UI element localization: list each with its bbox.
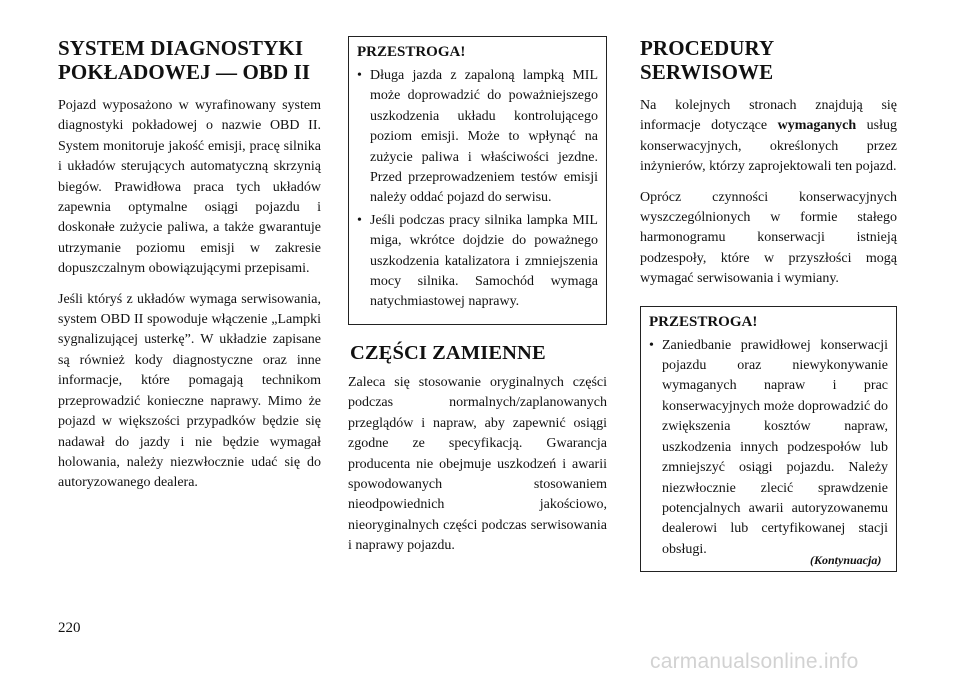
service-title-line1: PROCEDURY — [640, 36, 775, 60]
warning-title: PRZESTROGA! — [649, 313, 758, 330]
warning-item: • Długa jazda z zapaloną lampką MIL może doprowadzić do poważniejszego uszkodzenia układu kontrolującego poziom emisji. Może to wpłynąć na zużycie paliwa i właściwości jezdne. Przed przeprowadzeniem testów emisji należy oddać pojazd do serwisu. — [357, 66, 598, 209]
warning-item: • Zaniedbanie prawidłowej konserwacji pojazdu oraz niewykonywanie wymaganych napraw i prac konserwacyjnych może doprowadzić do zwiększenia kosztów napraw, uszkodzenia innych podzespołów lub zmniejszyć osiągi pojazdu. Należy niezwłocznie zlecić sprawdzenie potencjalnych awarii autoryzowanemu dealerowi lub certyfikowanej stacji obsługi. — [649, 336, 888, 560]
column-right — [640, 36, 897, 572]
warning-title: PRZESTROGA! — [357, 44, 466, 60]
warning-list — [357, 66, 598, 313]
service-para1-emphasis: wymaganych — [777, 118, 857, 134]
obd-title-line1: SYSTEM DIAGNOSTYKI — [58, 36, 304, 60]
obd-title-line2: POKŁADOWEJ — OBD II — [58, 60, 311, 84]
warning-item: • Jeśli podczas pracy silnika lampka MIL miga, wkrótce dojdzie do poważnego uszkodzenia katalizatora i zmniejszenia mocy silnika. Samochód wymaga natychmiastowej naprawy. — [357, 211, 598, 313]
service-para1-end: usług konserwacyjnych, określonych przez inżynierów, którzy zaprojektowali ten pojazd. — [640, 118, 897, 175]
column-left — [58, 36, 321, 504]
service-section-title — [640, 36, 897, 84]
page-number: 220 — [58, 620, 81, 636]
obd-paragraph-2: Jeśli któryś z układów wymaga serwisowania, system OBD II spowoduje włączenie „Lampki sygnalizującej usterkę”. W układzie zapisane są również kody diagnostyczne oraz inne informacje, które pomagają technikom przeprowadzić konieczne naprawy. Mimo że pojazd w większości przypadków będzie się nadawał do jazdy i nie będzie wymagał holowania, należy niezwłocznie udać się do autoryzowanego dealera. — [58, 291, 321, 491]
service-paragraph-1 — [640, 96, 897, 178]
service-para1-start: Na kolejnych stronach znajdują się informacje dotyczące — [640, 98, 897, 134]
service-paragraph-2: Oprócz czynności konserwacyjnych wyszczególnionych w formie stałego harmonogramu konserwacji istnieją podzespoły, które w przyszłości mogą wymagać serwisowania i wymiany. — [640, 189, 897, 287]
parts-section-title: CZĘŚCI ZAMIENNE — [350, 341, 546, 364]
column-middle — [348, 36, 607, 567]
continued-note: (Kontynuacja) — [810, 553, 882, 567]
parts-paragraph: Zaleca się stosowanie oryginalnych części podczas normalnych/zaplanowanych przeglądów i napraw, aby zapewnić osiągi zgodne ze specyfikacją. Gwarancja producenta nie obejmuje uszkodzeń i awarii spowodowanych stosowaniem nieodpowiednich jakościowo, nieoryginalnych części podczas serwisowania i naprawy pojazdu. — [348, 374, 607, 554]
warning-box-maintenance — [640, 306, 897, 572]
warning-list — [649, 336, 888, 560]
warning-box-mil — [348, 36, 607, 325]
obd-paragraph-1: Pojazd wyposażono w wyrafinowany system diagnostyki pokładowej o nazwie OBD II. System monitoruje jakość emisji, pracę silnika i układów sterujących automatyczną skrzynią biegów. Prawidłowa praca tych układów zapewnia optymalne osiągi pojazdu i doskonałe zużycie paliwa, a także gwarantuje utrzymanie poziomu emisji w zakresie dopuszczalnym obowiązującymi przepisami. — [58, 98, 321, 277]
service-title-line2: SERWISOWE — [640, 60, 774, 84]
watermark: carmanualsonline.info — [650, 650, 859, 673]
obd-section-title — [58, 36, 321, 84]
